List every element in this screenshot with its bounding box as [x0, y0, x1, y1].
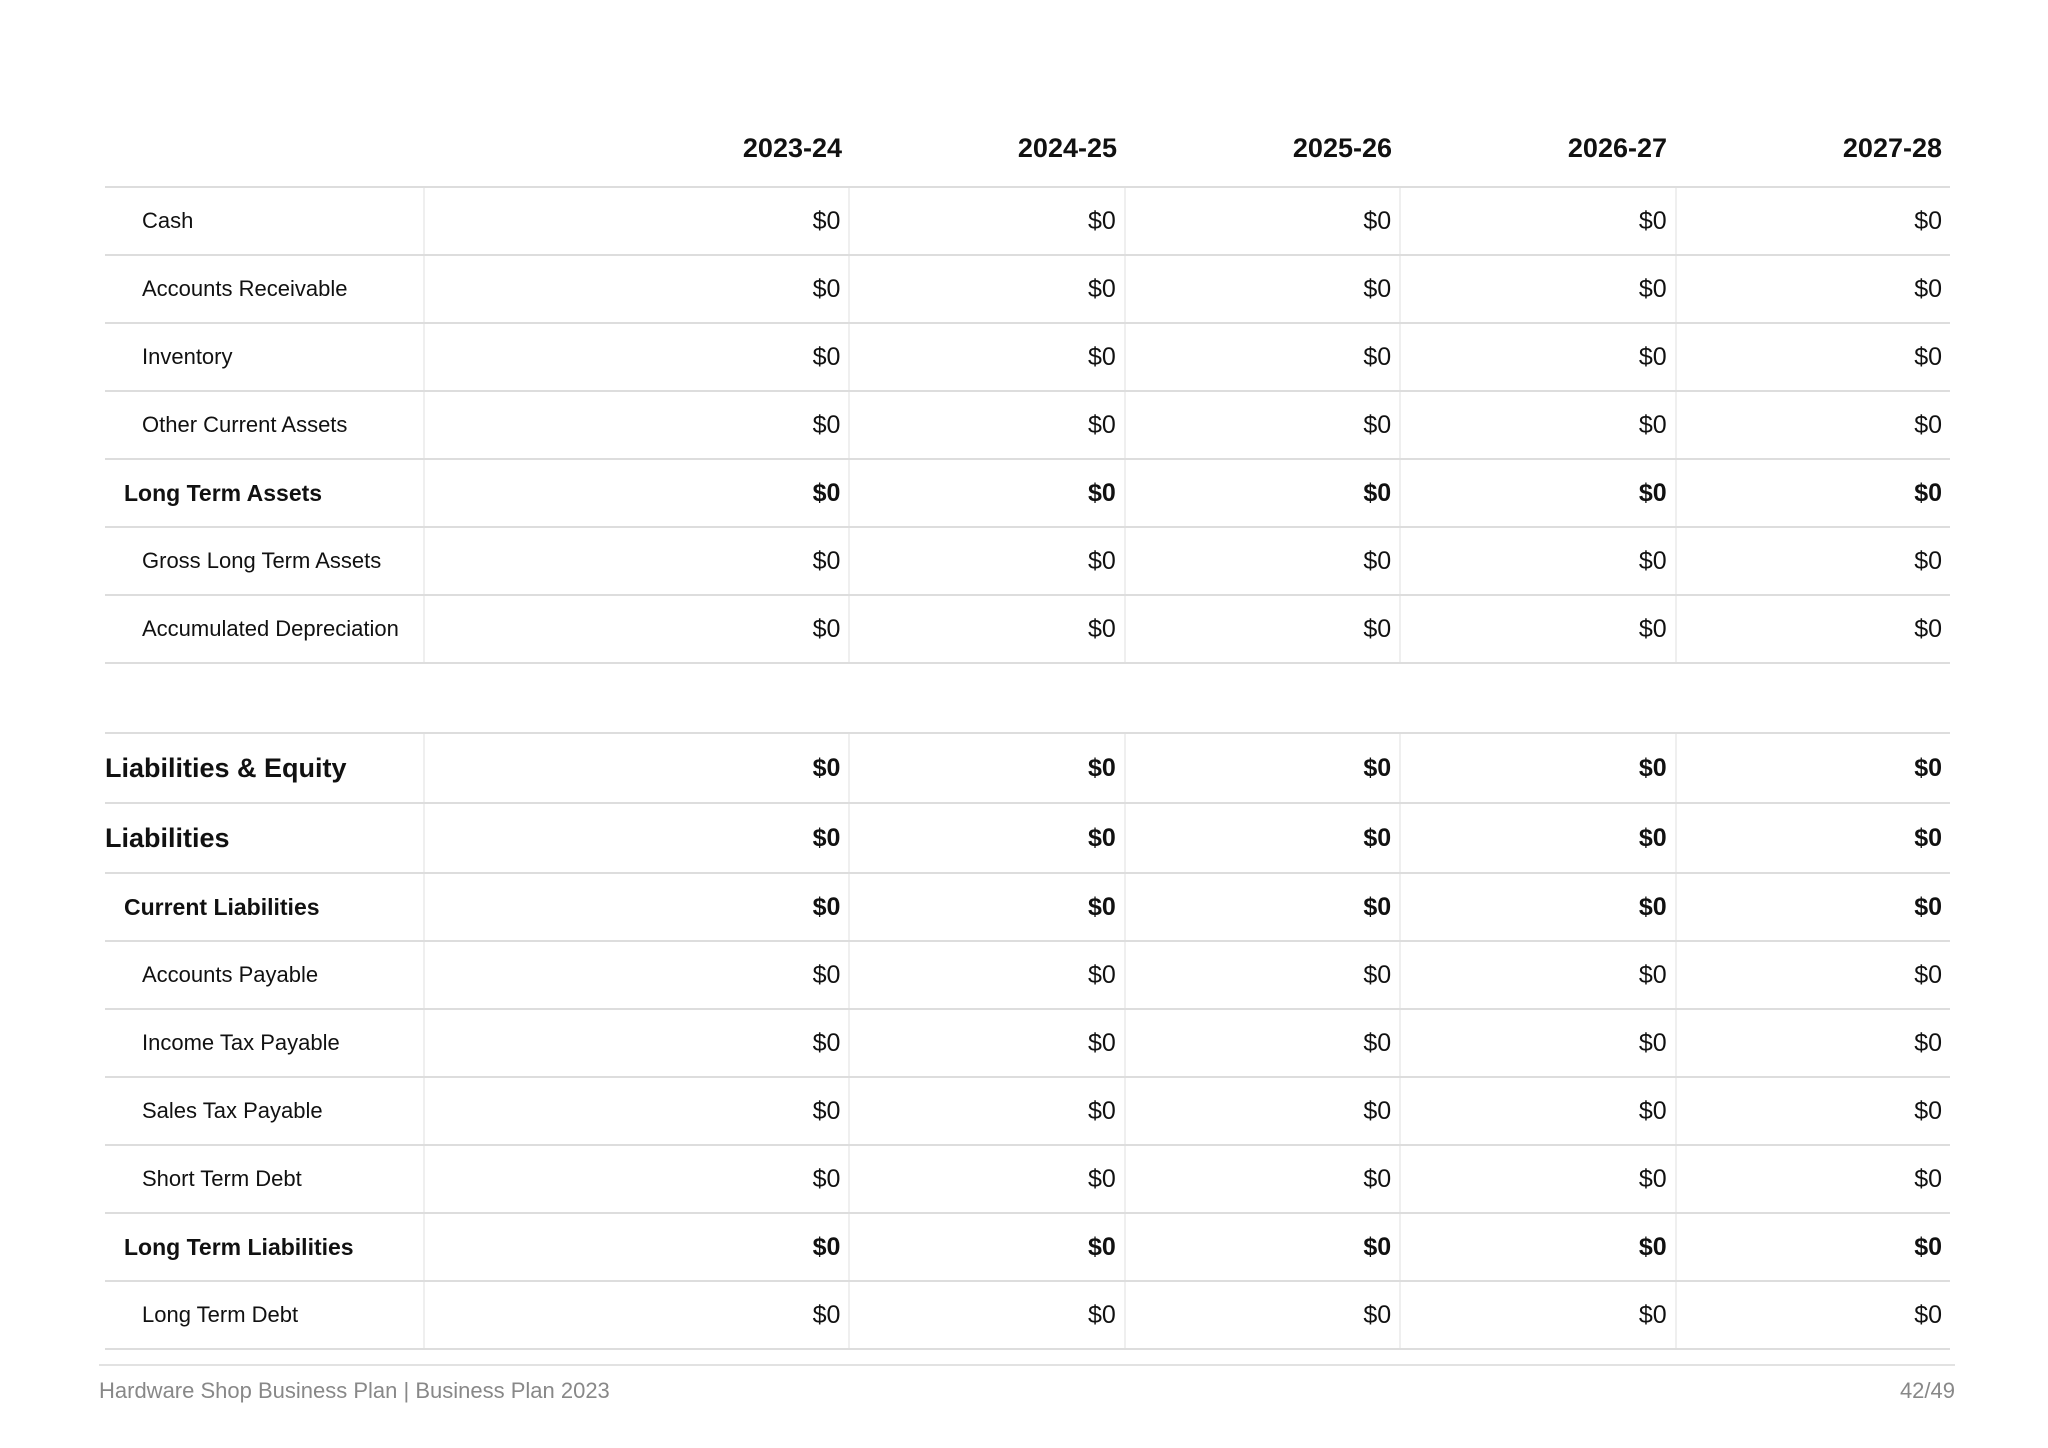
- row-value: $0: [850, 1282, 1125, 1348]
- row-value: $0: [1914, 823, 1943, 852]
- row-value: $0: [850, 874, 1125, 940]
- row-label: Other Current Assets: [105, 392, 425, 458]
- row-value: $0: [575, 734, 850, 802]
- row-value: $0: [1401, 460, 1676, 526]
- row-value: $0: [575, 1146, 850, 1212]
- row-value: $0: [1401, 942, 1676, 1008]
- row-value: $0: [575, 392, 850, 458]
- row-label: Liabilities: [105, 804, 425, 872]
- row-value: $0: [575, 596, 850, 662]
- row-value: $0: [1126, 596, 1401, 662]
- page-number: 42/49: [1899, 1378, 1955, 1403]
- column-header: 2025-26: [1292, 132, 1392, 163]
- row-value: $0: [1914, 274, 1943, 303]
- row-label: Short Term Debt: [105, 1146, 425, 1212]
- row-value: $0: [1914, 1164, 1943, 1193]
- row-value: $0: [1126, 188, 1401, 254]
- row-label: Long Term Assets: [105, 460, 425, 526]
- row-value: $0: [1126, 874, 1401, 940]
- row-value: $0: [575, 528, 850, 594]
- row-value: $0: [1401, 734, 1676, 802]
- row-label: Inventory: [105, 324, 425, 390]
- row-value: $0: [1401, 528, 1676, 594]
- table-row: [105, 256, 1950, 324]
- row-value: $0: [575, 1282, 850, 1348]
- row-label: Accounts Payable: [105, 942, 425, 1008]
- row-value: $0: [850, 1010, 1125, 1076]
- row-value: $0: [1126, 804, 1401, 872]
- row-value: $0: [850, 460, 1125, 526]
- row-value: $0: [1126, 1146, 1401, 1212]
- row-label: Long Term Debt: [105, 1282, 425, 1348]
- row-value: $0: [1914, 960, 1943, 989]
- row-value: $0: [850, 528, 1125, 594]
- table-header-row: [105, 110, 1950, 188]
- column-header: 2023-24: [742, 132, 842, 163]
- table-row-section: [105, 734, 1950, 804]
- row-value: $0: [575, 188, 850, 254]
- row-value: $0: [1401, 804, 1676, 872]
- row-label: Accounts Receivable: [105, 256, 425, 322]
- row-label: Liabilities & Equity: [105, 734, 425, 802]
- column-header: 2027-28: [1842, 132, 1942, 163]
- row-value: $0: [1401, 324, 1676, 390]
- row-value: $0: [575, 256, 850, 322]
- row-value: $0: [850, 1078, 1125, 1144]
- table-row-subtotal: [105, 460, 1950, 528]
- table-row: [105, 596, 1950, 664]
- row-value: $0: [850, 188, 1125, 254]
- page-footer: [99, 1364, 1955, 1403]
- table-row-section: [105, 804, 1950, 874]
- row-value: $0: [850, 392, 1125, 458]
- table-row: [105, 528, 1950, 596]
- row-value: $0: [1126, 1214, 1401, 1280]
- row-label: Accumulated Depreciation: [105, 596, 425, 662]
- footer-document-title: Hardware Shop Business Plan | Business Plan 2023: [99, 1378, 610, 1403]
- table-row: [105, 1010, 1950, 1078]
- row-value: $0: [1914, 546, 1943, 575]
- row-value: $0: [1126, 734, 1401, 802]
- row-value: $0: [1401, 596, 1676, 662]
- row-value: $0: [1126, 1078, 1401, 1144]
- row-value: $0: [850, 942, 1125, 1008]
- row-value: $0: [1914, 1300, 1943, 1329]
- row-value: $0: [1126, 392, 1401, 458]
- row-value: $0: [1126, 1010, 1401, 1076]
- row-value: $0: [575, 942, 850, 1008]
- row-label: Gross Long Term Assets: [105, 528, 425, 594]
- header-label-cell: [105, 110, 425, 186]
- row-value: $0: [1914, 342, 1943, 371]
- row-value: $0: [1401, 256, 1676, 322]
- row-value: $0: [850, 324, 1125, 390]
- row-value: $0: [575, 804, 850, 872]
- row-label: Cash: [105, 188, 425, 254]
- row-value: $0: [1401, 392, 1676, 458]
- table-row-subtotal: [105, 874, 1950, 942]
- row-label: Income Tax Payable: [105, 1010, 425, 1076]
- row-value: $0: [1126, 460, 1401, 526]
- row-value: $0: [1914, 892, 1943, 921]
- table-spacer-row: [105, 664, 1950, 734]
- table-row: [105, 324, 1950, 392]
- balance-sheet-table: [105, 110, 1950, 1350]
- column-header: 2024-25: [1017, 132, 1117, 163]
- row-value: $0: [850, 1214, 1125, 1280]
- table-row-subtotal: [105, 1214, 1950, 1282]
- row-value: $0: [1914, 753, 1943, 782]
- row-value: $0: [1126, 1282, 1401, 1348]
- table-row: [105, 392, 1950, 460]
- table-row: [105, 188, 1950, 256]
- row-value: $0: [850, 256, 1125, 322]
- row-value: $0: [1126, 324, 1401, 390]
- row-value: $0: [850, 734, 1125, 802]
- row-value: $0: [575, 1078, 850, 1144]
- table-row: [105, 942, 1950, 1010]
- row-value: $0: [1126, 256, 1401, 322]
- row-value: $0: [1401, 1078, 1676, 1144]
- table-row: [105, 1146, 1950, 1214]
- row-value: $0: [1914, 410, 1943, 439]
- row-value: $0: [1401, 874, 1676, 940]
- row-value: $0: [850, 1146, 1125, 1212]
- row-value: $0: [575, 324, 850, 390]
- row-value: $0: [575, 1214, 850, 1280]
- row-value: $0: [1914, 206, 1943, 235]
- row-value: $0: [1914, 1232, 1943, 1261]
- row-value: $0: [1126, 942, 1401, 1008]
- row-value: $0: [1914, 614, 1943, 643]
- row-value: $0: [1401, 1010, 1676, 1076]
- row-label: Sales Tax Payable: [105, 1078, 425, 1144]
- row-value: $0: [1914, 1096, 1943, 1125]
- row-value: $0: [850, 804, 1125, 872]
- row-value: $0: [1401, 1214, 1676, 1280]
- row-label: Long Term Liabilities: [105, 1214, 425, 1280]
- row-value: $0: [1401, 188, 1676, 254]
- row-value: $0: [1914, 478, 1943, 507]
- table-row: [105, 1282, 1950, 1350]
- row-value: $0: [575, 460, 850, 526]
- row-value: $0: [1401, 1282, 1676, 1348]
- column-header: 2026-27: [1567, 132, 1667, 163]
- row-value: $0: [850, 596, 1125, 662]
- row-value: $0: [1401, 1146, 1676, 1212]
- table-row: [105, 1078, 1950, 1146]
- row-value: $0: [1126, 528, 1401, 594]
- row-label: Current Liabilities: [105, 874, 425, 940]
- row-value: $0: [1914, 1028, 1943, 1057]
- row-value: $0: [575, 1010, 850, 1076]
- row-value: $0: [575, 874, 850, 940]
